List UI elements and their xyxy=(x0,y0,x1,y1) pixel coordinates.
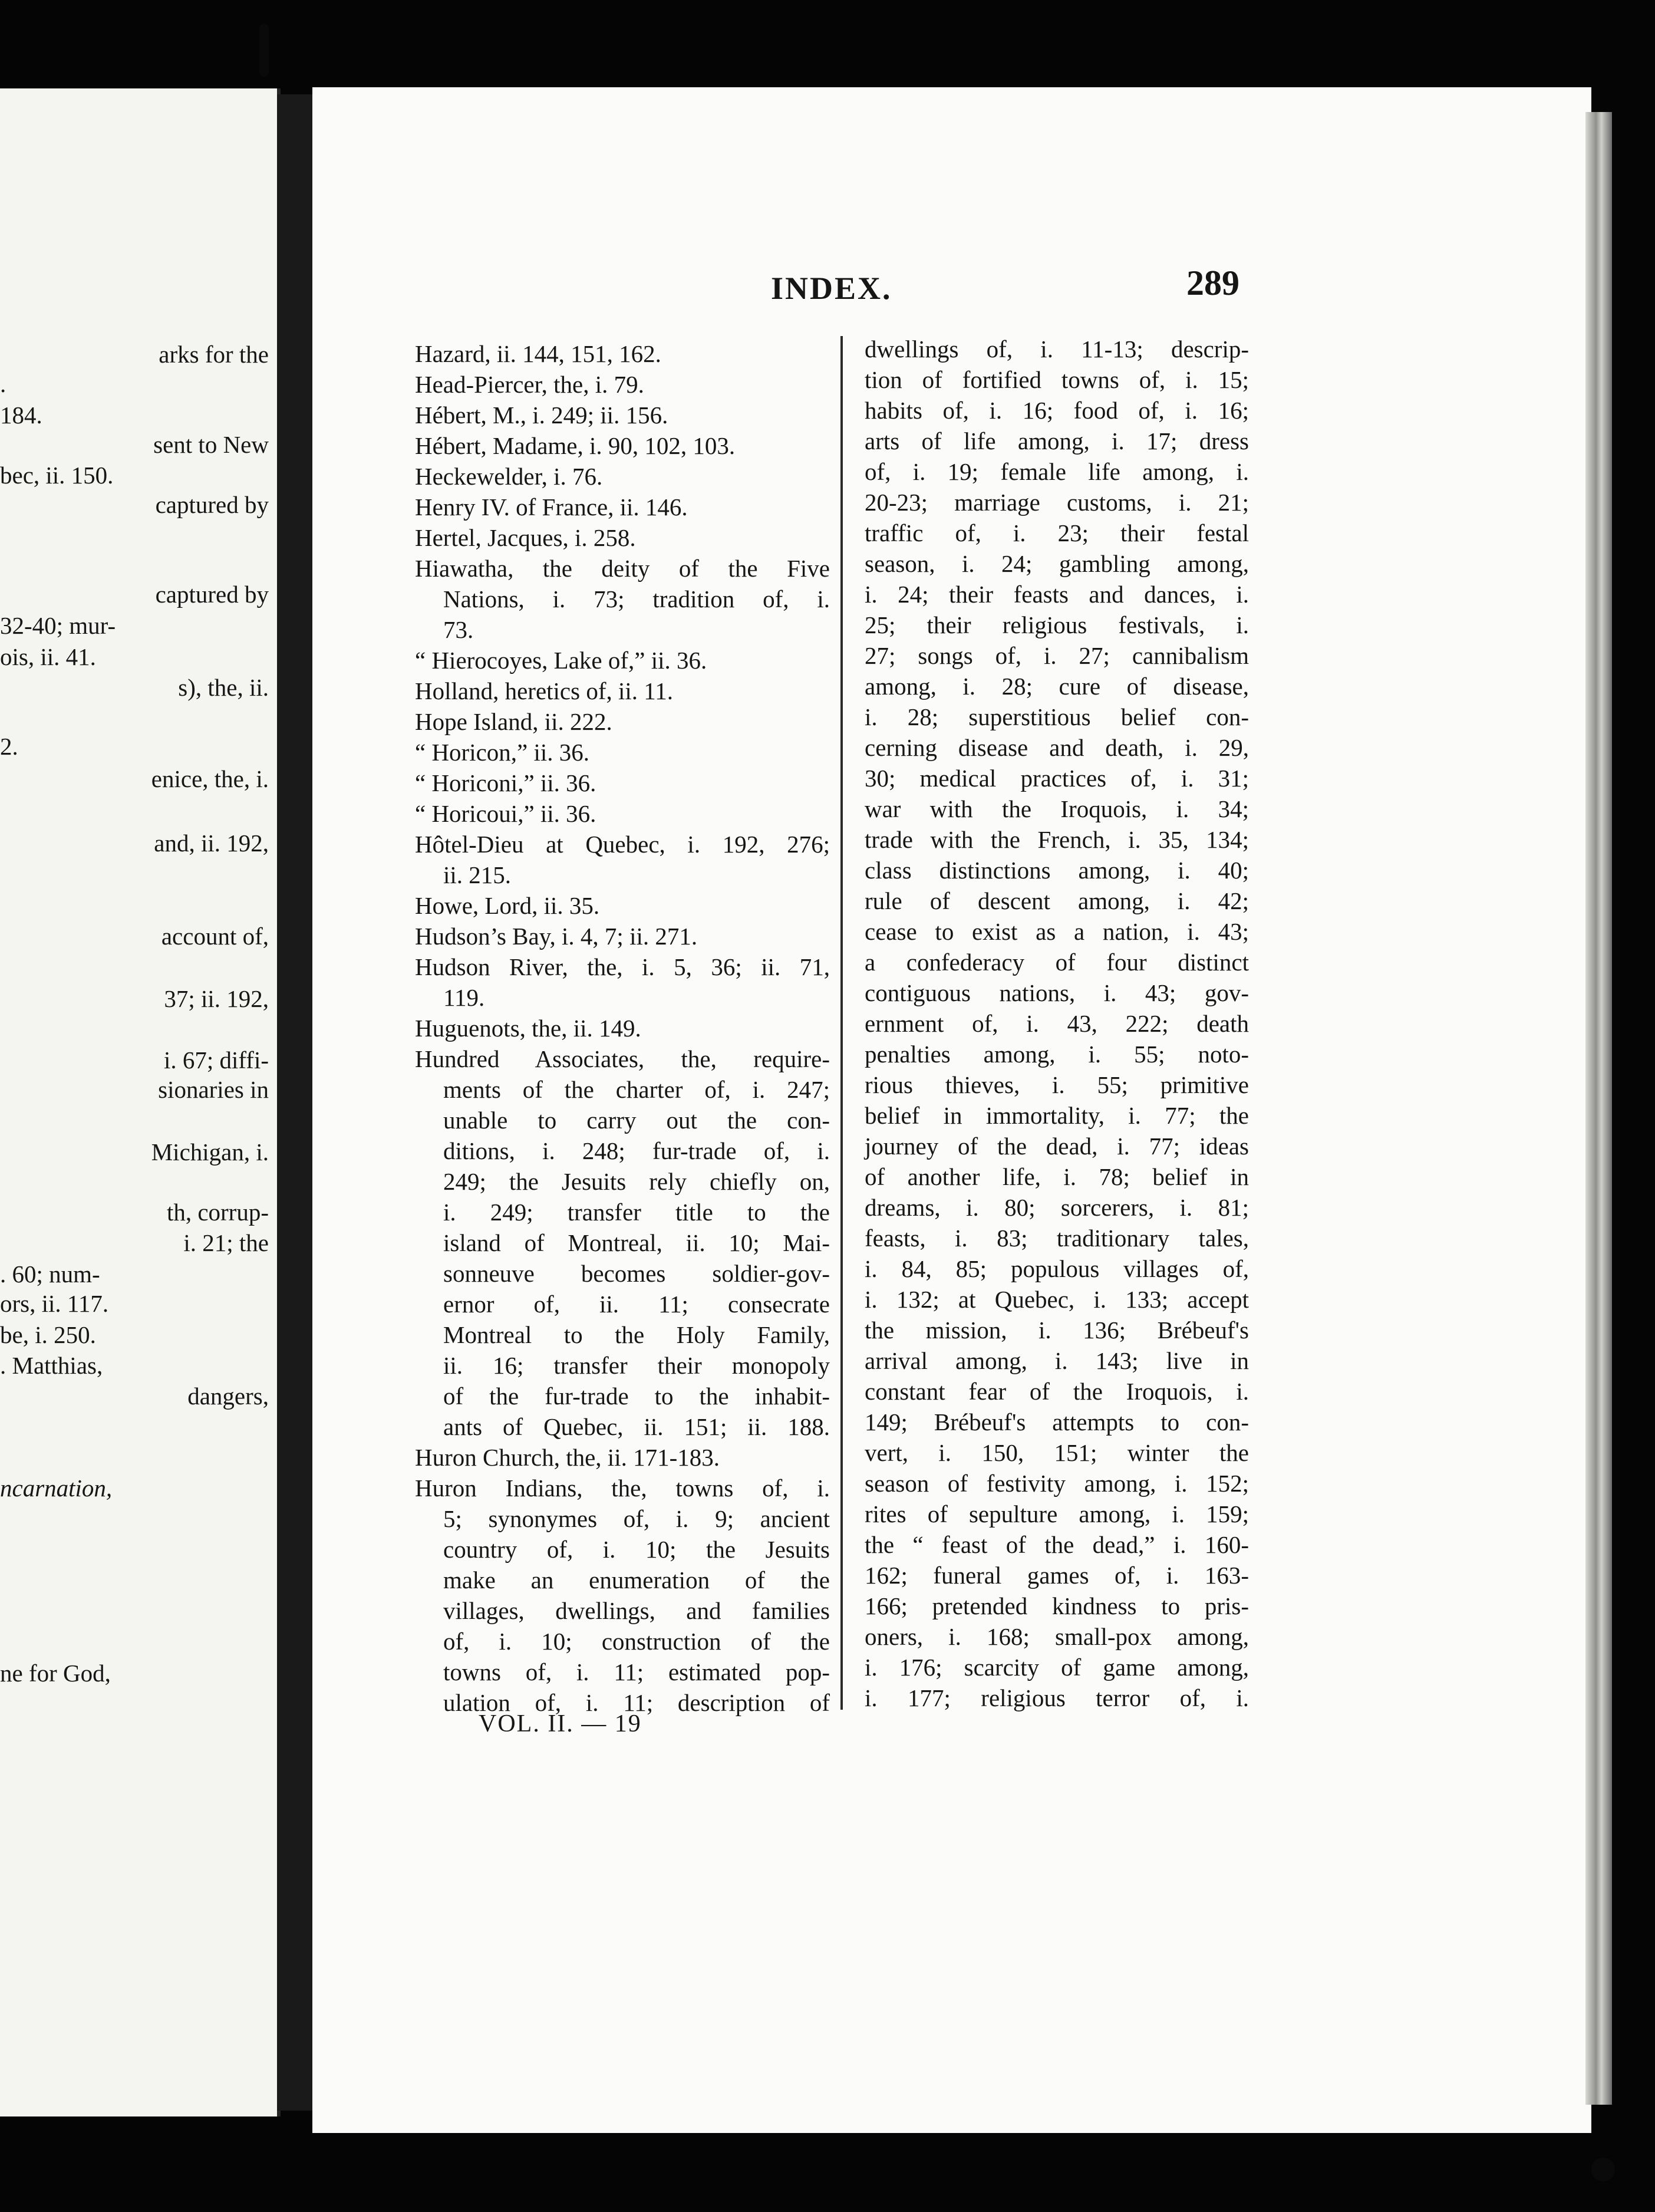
index-entry-line: dreams, i. 80; sorcerers, i. 81; xyxy=(865,1194,1249,1221)
left-page-fragment: i. 67; diffi- xyxy=(163,1046,269,1074)
index-entry-line: the “ feast of the dead,” i. 160- xyxy=(865,1531,1249,1558)
index-entry-line: “ Horiconi,” ii. 36. xyxy=(415,769,596,796)
index-entry-line: cease to exist as a nation, i. 43; xyxy=(865,918,1249,945)
index-entry-line: belief in immortality, i. 77; the xyxy=(865,1102,1249,1129)
index-entry-line: towns of, i. 11; estimated pop- xyxy=(443,1658,830,1686)
index-entry-line: dwellings of, i. 11-13; descrip- xyxy=(865,335,1249,363)
index-entry-line: of another life, i. 78; belief in xyxy=(865,1163,1249,1190)
index-entry-line: 73. xyxy=(443,616,474,643)
index-entry-line: 30; medical practices of, i. 31; xyxy=(865,765,1249,792)
book-gutter xyxy=(277,94,312,2111)
index-entry-line: among, i. 28; cure of disease, xyxy=(865,673,1249,700)
index-entry-line: of the fur-trade to the inhabit- xyxy=(443,1382,830,1410)
index-column-right xyxy=(865,334,1249,1713)
index-entry-line: feasts, i. 83; traditionary tales, xyxy=(865,1224,1249,1252)
index-column-left xyxy=(415,338,830,1718)
index-entry-line: ernor of, ii. 11; consecrate xyxy=(443,1291,830,1318)
index-entry-line: 162; funeral games of, i. 163- xyxy=(865,1562,1249,1589)
index-entry-line: Hudson’s Bay, i. 4, 7; ii. 271. xyxy=(415,923,698,950)
left-page-fragment: 32-40; mur- xyxy=(0,612,116,639)
left-page-fragment: ors, ii. 117. xyxy=(0,1290,109,1317)
index-entry-line: i. 177; religious terror of, i. xyxy=(865,1684,1249,1711)
index-entry-line: make an enumeration of the xyxy=(443,1566,830,1594)
left-page-fragment: th, corrup- xyxy=(166,1199,269,1226)
left-page-fragment: . Matthias, xyxy=(0,1352,103,1379)
index-entry-line: trade with the French, i. 35, 134; xyxy=(865,826,1249,853)
index-entry-line: Hudson River, the, i. 5, 36; ii. 71, xyxy=(415,953,830,980)
left-page-fragment: captured by xyxy=(155,581,269,608)
left-page-fragment: i. 21; the xyxy=(183,1229,269,1256)
index-entry-line: villages, dwellings, and families xyxy=(443,1597,830,1624)
index-entry-line: Hébert, Madame, i. 90, 102, 103. xyxy=(415,432,736,459)
index-entry-line: i. 176; scarcity of game among, xyxy=(865,1654,1249,1681)
index-entry-line: Heckewelder, i. 76. xyxy=(415,463,603,490)
index-entry-line: “ Horicon,” ii. 36. xyxy=(415,739,590,766)
index-entry-line: constant fear of the Iroquois, i. xyxy=(865,1378,1249,1405)
left-page-fragment: sionaries in xyxy=(158,1076,269,1103)
left-page-fragment: 37; ii. 192, xyxy=(164,985,269,1012)
index-entry-line: ditions, i. 248; fur-trade of, i. xyxy=(443,1137,830,1164)
left-page-fragment: . 60; num- xyxy=(0,1260,100,1288)
page-edges xyxy=(1585,112,1612,2105)
left-page-fragment: enice, the, i. xyxy=(151,765,269,792)
index-entry-line: sonneuve becomes soldier-gov- xyxy=(443,1260,830,1287)
left-page-fragment: arks for the xyxy=(159,341,269,368)
index-entry-line: 20-23; marriage customs, i. 21; xyxy=(865,489,1249,516)
left-page-fragment: dangers, xyxy=(187,1382,269,1410)
index-entry-line: season of festivity among, i. 152; xyxy=(865,1470,1249,1497)
column-divider xyxy=(840,336,843,1710)
scan-blot xyxy=(1591,2158,1615,2181)
index-entry-line: i. 84, 85; populous villages of, xyxy=(865,1255,1249,1282)
left-page-fragment: . xyxy=(0,370,6,397)
index-entry-line: 27; songs of, i. 27; cannibalism xyxy=(865,642,1249,669)
signature-mark: VOL. II. — 19 xyxy=(479,1710,642,1737)
index-entry-line: ants of Quebec, ii. 151; ii. 188. xyxy=(443,1413,830,1440)
left-page-fragment: ois, ii. 41. xyxy=(0,643,96,670)
index-entry-line: class distinctions among, i. 40; xyxy=(865,857,1249,884)
scan-mark xyxy=(259,24,269,77)
index-entry-line: Hiawatha, the deity of the Five xyxy=(415,555,830,582)
left-page-fragment: s), the, ii. xyxy=(178,674,269,701)
index-entry-line: Hundred Associates, the, require- xyxy=(415,1045,830,1072)
page-number: 289 xyxy=(1186,264,1239,302)
index-entry-line: rites of sepulture among, i. 159; xyxy=(865,1500,1249,1528)
index-entry-line: Hazard, ii. 144, 151, 162. xyxy=(415,340,661,367)
index-entry-line: ulation of, i. 11; description of xyxy=(443,1689,830,1716)
index-entry-line: Hope Island, ii. 222. xyxy=(415,708,612,735)
index-entry-line: Holland, heretics of, ii. 11. xyxy=(415,677,673,705)
index-entry-line: 249; the Jesuits rely chiefly on, xyxy=(443,1168,830,1195)
index-entry-line: Henry IV. of France, ii. 146. xyxy=(415,493,688,521)
index-entry-line: of, i. 10; construction of the xyxy=(443,1628,830,1655)
index-entry-line: 119. xyxy=(443,984,485,1011)
index-entry-line: of, i. 19; female life among, i. xyxy=(865,458,1249,485)
left-page-fragment: 184. xyxy=(0,401,42,429)
index-entry-line: Hertel, Jacques, i. 258. xyxy=(415,524,636,551)
left-page-fragment: ne for God, xyxy=(0,1660,111,1687)
left-page-fragment: bec, ii. 150. xyxy=(0,462,114,489)
index-entry-line: ments of the charter of, i. 247; xyxy=(443,1076,830,1103)
index-entry-line: penalties among, i. 55; noto- xyxy=(865,1041,1249,1068)
index-entry-line: ii. 215. xyxy=(443,861,512,888)
index-entry-line: i. 24; their feasts and dances, i. xyxy=(865,581,1249,608)
index-entry-line: island of Montreal, ii. 10; Mai- xyxy=(443,1229,830,1256)
index-entry-line: rious thieves, i. 55; primitive xyxy=(865,1071,1249,1098)
index-entry-line: the mission, i. 136; Brébeuf's xyxy=(865,1316,1249,1344)
index-entry-line: 166; pretended kindness to pris- xyxy=(865,1592,1249,1620)
left-page-fragment: and, ii. 192, xyxy=(154,830,269,857)
left-page-fragment: be, i. 250. xyxy=(0,1321,96,1348)
index-entry-line: habits of, i. 16; food of, i. 16; xyxy=(865,397,1249,424)
index-entry-line: Hébert, M., i. 249; ii. 156. xyxy=(415,401,668,429)
index-entry-line: Head-Piercer, the, i. 79. xyxy=(415,371,644,398)
index-entry-line: i. 132; at Quebec, i. 133; accept xyxy=(865,1286,1249,1313)
index-entry-line: vert, i. 150, 151; winter the xyxy=(865,1439,1249,1466)
index-entry-line: traffic of, i. 23; their festal xyxy=(865,519,1249,547)
left-facing-page xyxy=(0,88,281,2116)
left-page-fragment: account of, xyxy=(161,923,269,950)
index-entry-line: Montreal to the Holy Family, xyxy=(443,1321,830,1348)
left-page-fragment: captured by xyxy=(155,491,269,518)
index-entry-line: i. 249; transfer title to the xyxy=(443,1199,830,1226)
index-entry-line: i. 28; superstitious belief con- xyxy=(865,703,1249,730)
index-entry-line: 5; synonymes of, i. 9; ancient xyxy=(443,1505,830,1532)
index-entry-line: Hôtel-Dieu at Quebec, i. 192, 276; xyxy=(415,831,830,858)
index-entry-line: tion of fortified towns of, i. 15; xyxy=(865,366,1249,393)
index-entry-line: country of, i. 10; the Jesuits xyxy=(443,1536,830,1563)
index-entry-line: cerning disease and death, i. 29, xyxy=(865,734,1249,761)
index-entry-line: season, i. 24; gambling among, xyxy=(865,550,1249,577)
index-entry-line: Huguenots, the, ii. 149. xyxy=(415,1015,641,1042)
index-entry-line: ernment of, i. 43, 222; death xyxy=(865,1010,1249,1037)
index-entry-line: war with the Iroquois, i. 34; xyxy=(865,795,1249,822)
index-entry-line: 25; their religious festivals, i. xyxy=(865,611,1249,638)
index-entry-line: a confederacy of four distinct xyxy=(865,949,1249,976)
left-page-fragment: sent to New xyxy=(153,431,269,458)
index-entry-line: oners, i. 168; small-pox among, xyxy=(865,1623,1249,1650)
index-entry-line: Huron Church, the, ii. 171-183. xyxy=(415,1444,720,1471)
index-entry-line: “ Hierocoyes, Lake of,” ii. 36. xyxy=(415,647,707,674)
index-entry-line: Nations, i. 73; tradition of, i. xyxy=(443,585,830,613)
index-entry-line: arrival among, i. 143; live in xyxy=(865,1347,1249,1374)
index-entry-line: arts of life among, i. 17; dress xyxy=(865,427,1249,455)
index-entry-line: contiguous nations, i. 43; gov- xyxy=(865,979,1249,1006)
left-page-fragment: 2. xyxy=(0,733,18,760)
index-entry-line: unable to carry out the con- xyxy=(443,1107,830,1134)
index-entry-line: journey of the dead, i. 77; ideas xyxy=(865,1133,1249,1160)
index-entry-line: “ Horicoui,” ii. 36. xyxy=(415,800,596,827)
index-entry-line: Huron Indians, the, towns of, i. xyxy=(415,1474,830,1502)
page-header-title: INDEX. xyxy=(771,271,892,306)
index-entry-line: rule of descent among, i. 42; xyxy=(865,887,1249,914)
index-entry-line: Howe, Lord, ii. 35. xyxy=(415,892,600,919)
left-page-fragment: Michigan, i. xyxy=(151,1138,269,1166)
left-page-fragment: ncarnation, xyxy=(0,1474,113,1502)
index-entry-line: ii. 16; transfer their monopoly xyxy=(443,1352,830,1379)
index-entry-line: 149; Brébeuf's attempts to con- xyxy=(865,1408,1249,1436)
